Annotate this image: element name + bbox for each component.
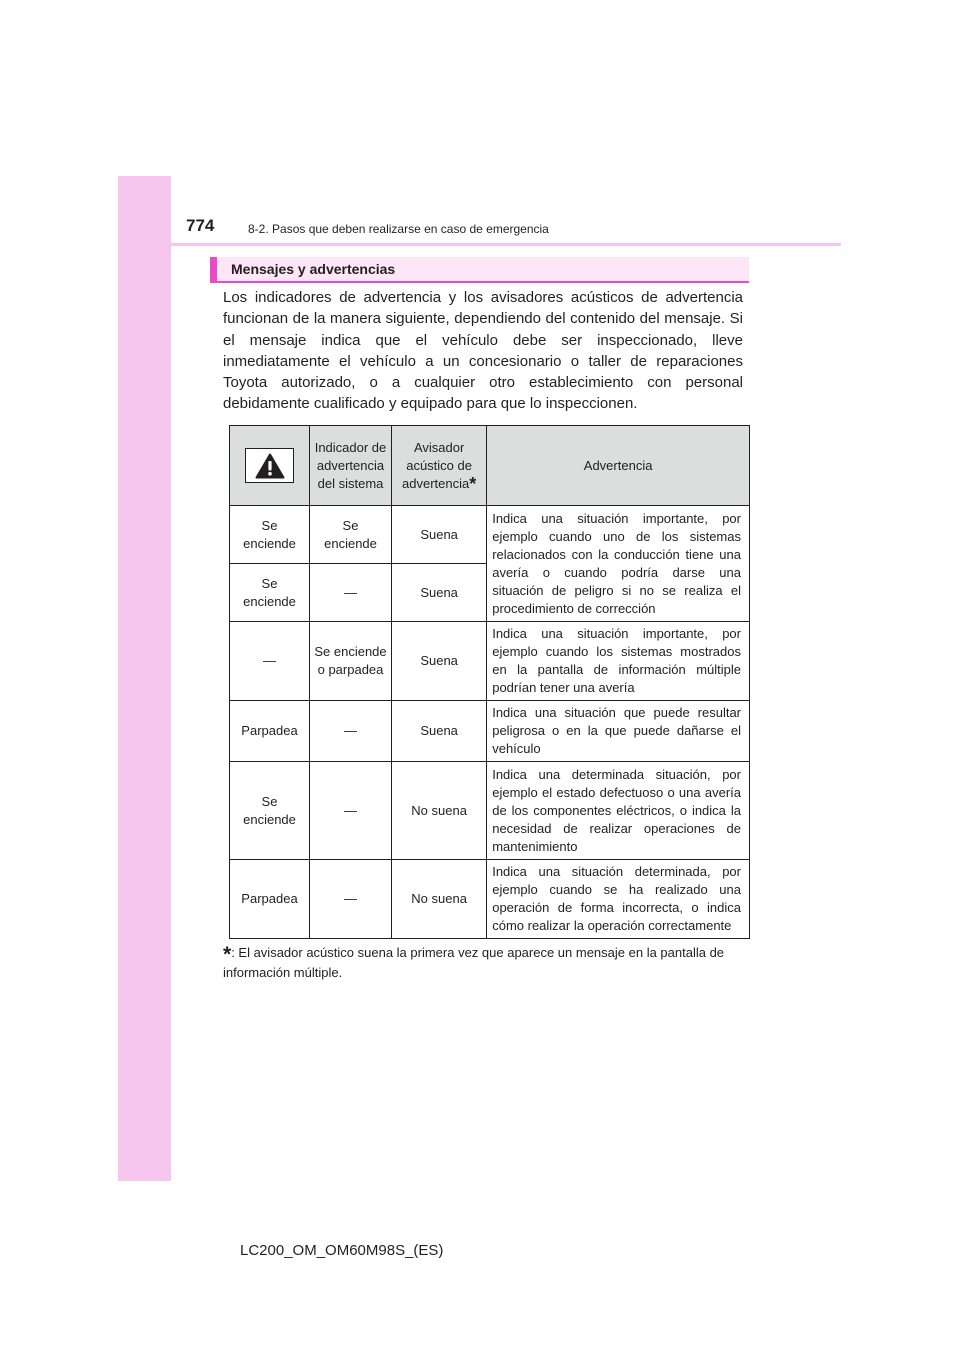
footnote [223,944,746,982]
table-row [230,860,750,939]
cell-buzzer: Suena [392,564,487,622]
cell-warning: Indica una determinada situación, por ejemplo el estado defectuoso o una avería de los componentes eléctricos, o indica la necesidad de realizar operaciones de mantenimiento [487,762,750,860]
cell-indicator: — [310,701,392,762]
cell-icon: — [230,622,310,701]
cell-warning: Indica una situación importante, por ejemplo cuando uno de los sistemas relacionados con la conducción tiene una avería o cuando podría darse una situación de peligro si no se realiza el procedimiento de corrección [487,506,750,622]
table-row [230,622,750,701]
section-heading-text: Mensajes y advertencias [231,261,396,277]
cell-buzzer: Suena [392,506,487,564]
warning-triangle-icon [245,448,294,483]
cell-icon: Se enciende [230,564,310,622]
page-number: 774 [186,216,215,235]
section-title: 8-2. Pasos que deben realizarse en caso de emergencia [248,222,549,236]
header-buzzer: Avisador acústico de advertencia* [392,426,487,506]
cell-icon: Parpadea [230,701,310,762]
cell-buzzer: Suena [392,701,487,762]
table-row [230,506,750,564]
table-row [230,762,750,860]
cell-warning: Indica una situación importante, por ejemplo cuando los sistemas mostrados en la pantalla de información múltiple podrían tener una avería [487,622,750,701]
warning-table [229,425,750,939]
cell-warning: Indica una situación determinada, por ejemplo cuando se ha realizado una operación de forma incorrecta, o indica cómo realizar la operación correctamente [487,860,750,939]
document-code: LC200_OM_OM60M98S_(ES) [240,1242,444,1259]
cell-indicator: — [310,762,392,860]
cell-warning: Indica una situación que puede resultar peligrosa o en la que puede dañarse el vehículo [487,701,750,762]
header-rule [118,243,841,246]
header-warning: Advertencia [487,426,750,506]
cell-icon: Se enciende [230,762,310,860]
section-heading [210,257,749,283]
cell-buzzer: No suena [392,860,487,939]
cell-indicator: Se enciende [310,506,392,564]
cell-icon: Parpadea [230,860,310,939]
body-paragraph: Los indicadores de advertencia y los avisadores acústicos de advertencia funcionan de la manera siguiente, dependiendo del contenido del mensaje. Si el mensaje indica que el vehículo debe ser inspeccionado, lleve inmediatamente el vehículo a un concesionario o taller de reparaciones Toyota autorizado, o a cualquier otro establecimiento con personal debidamente cualificado y equipado para que lo inspeccionen. [223,289,743,413]
footnote-mark: * [223,943,232,966]
cell-buzzer: No suena [392,762,487,860]
footnote-text: : El avisador acústico suena la primera vez que aparece un mensaje en la pantalla de información múltiple. [223,945,725,980]
cell-icon: Se enciende [230,506,310,564]
side-tab [118,176,171,1181]
cell-indicator: — [310,564,392,622]
header-indicator: Indicador de advertencia del sistema [310,426,392,506]
cell-buzzer: Suena [392,622,487,701]
cell-indicator: Se enciende o parpadea [310,622,392,701]
table-row [230,701,750,762]
table-header-row [230,426,750,506]
cell-indicator: — [310,860,392,939]
header-icon-cell [230,426,310,506]
